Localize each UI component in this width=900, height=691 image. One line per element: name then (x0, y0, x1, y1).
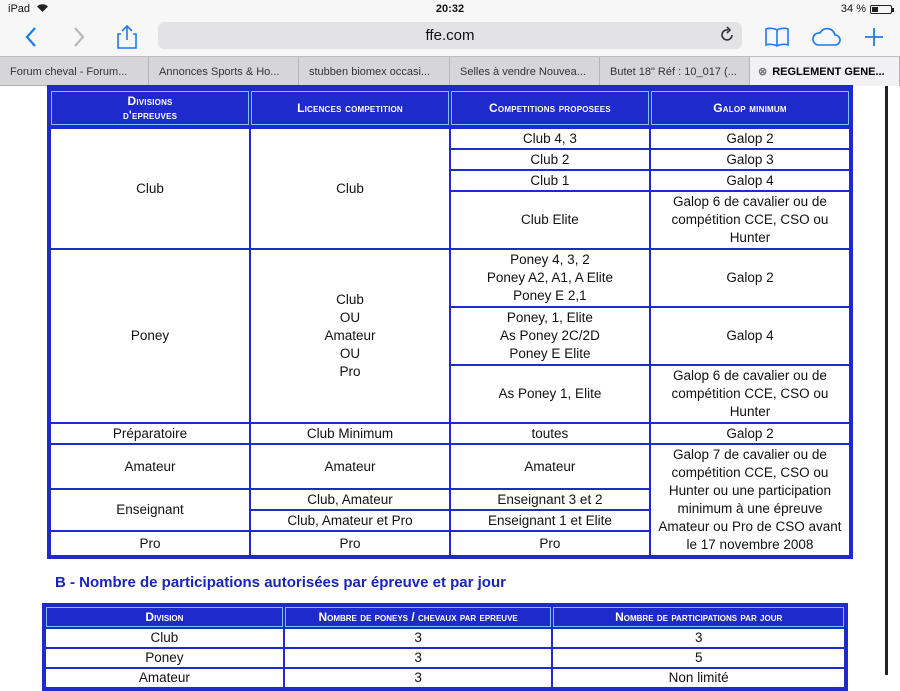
header-line: d'epreuves (122, 108, 178, 122)
chevaux-cell: 3 (285, 649, 552, 667)
division-cell: Poney (46, 649, 283, 667)
header-division: Division (46, 607, 283, 627)
status-bar (0, 0, 900, 18)
competition-cell: Club 2 (451, 150, 649, 169)
chevron-right-icon (72, 26, 86, 48)
division-cell: Amateur (46, 669, 283, 687)
galop-cell: Galop 6 de cavalier ou de compétition CCE, CSO ou Hunter (651, 192, 849, 248)
participations-cell: 5 (553, 649, 844, 667)
licence-pro: Pro (251, 532, 449, 555)
competition-cell: toutes (451, 424, 649, 443)
battery-icon (870, 5, 892, 14)
table-row (46, 649, 844, 667)
status-left (8, 3, 49, 16)
back-button[interactable] (14, 18, 48, 56)
galop-cell: Galop 6 de cavalier ou de compétition CCE, CSO ou Hunter (651, 366, 849, 422)
galop-cell: Galop 3 (651, 150, 849, 169)
status-right (841, 3, 892, 15)
icloud-tabs-button[interactable] (808, 18, 844, 56)
tab-label: REGLEMENT GENE... (772, 65, 885, 78)
header-licences: Licences competition (251, 89, 449, 127)
bookmarks-button[interactable] (760, 18, 794, 56)
tab-stubben[interactable] (299, 57, 450, 86)
tab-bar (0, 56, 900, 86)
participation-table (42, 603, 848, 691)
table-row (46, 669, 844, 687)
tab-forum-cheval[interactable] (0, 57, 149, 86)
division-preparatoire: Préparatoire (51, 424, 249, 443)
competition-cell: Club 4, 3 (451, 129, 649, 148)
licence-cell: Club, Amateur et Pro (251, 511, 449, 530)
battery-label: 34 % (840, 3, 866, 15)
competition-cell: Enseignant 3 et 2 (451, 490, 649, 509)
cloud-icon (811, 27, 841, 47)
chevaux-cell: 3 (285, 669, 552, 687)
wifi-icon (36, 3, 49, 16)
licence-cell: Club, Amateur (251, 490, 449, 509)
galop-cell: Galop 2 (651, 129, 849, 148)
galop-cell: Galop 4 (651, 171, 849, 190)
url-text: ffe.com (425, 27, 475, 44)
header-galop: Galop minimum (651, 89, 849, 127)
competition-table (47, 85, 853, 559)
chevron-left-icon (24, 26, 38, 48)
header-nombre-chevaux: Nombre de poneys / chevaux par epreuve (285, 607, 552, 627)
licence-poney: Club OU Amateur OU Pro (251, 250, 449, 422)
division-enseignant: Enseignant (51, 490, 249, 530)
header-competitions: Competitions proposees (451, 89, 649, 127)
tab-annonces[interactable] (149, 57, 299, 86)
galop-cell: Galop 2 (651, 424, 849, 443)
table-row (46, 629, 844, 647)
competition-cell: Poney 4, 3, 2 Poney A2, A1, A Elite Poney E 2,1 (451, 250, 649, 306)
competition-cell: Pro (451, 532, 649, 555)
header-line: Divisions (127, 94, 173, 108)
page-scrollbar[interactable] (885, 86, 888, 675)
competition-cell: As Poney 1, Elite (451, 366, 649, 422)
division-club: Club (51, 129, 249, 248)
tab-label: Forum cheval - Forum... (10, 65, 128, 78)
competition-cell: Club Elite (451, 192, 649, 248)
browser-toolbar (0, 18, 900, 56)
galop-cell-galop7: Galop 7 de cavalier ou de compétition CCE, CSO ou Hunter ou une participation minimum à une épreuve Amateur ou Pro de CSO avant le 17 novembre 2008 (651, 445, 849, 555)
licence-preparatoire: Club Minimum (251, 424, 449, 443)
competition-cell: Poney, 1, Elite As Poney 2C/2D Poney E Elite (451, 308, 649, 364)
address-bar[interactable] (158, 22, 742, 49)
plus-icon (864, 27, 884, 47)
header-divisions (51, 89, 249, 127)
competition-cell: Club 1 (451, 171, 649, 190)
tab-butet[interactable] (600, 57, 750, 86)
book-icon (765, 27, 789, 47)
competition-cell: Enseignant 1 et Elite (451, 511, 649, 530)
device-name: iPad (8, 3, 31, 15)
reload-icon[interactable] (720, 26, 734, 46)
division-amateur: Amateur (51, 445, 249, 488)
tab-label: stubben biomex occasi... (309, 65, 431, 78)
section-b-title: B - Nombre de participations autorisées par épreuve et par jour (55, 574, 506, 591)
tab-selles[interactable] (450, 57, 600, 86)
participations-cell: 3 (553, 629, 844, 647)
tab-label: Annonces Sports & Ho... (159, 65, 280, 78)
participations-cell: Non limité (553, 669, 844, 687)
division-cell: Club (46, 629, 283, 647)
licence-club: Club (251, 129, 449, 248)
chevaux-cell: 3 (285, 629, 552, 647)
division-poney: Poney (51, 250, 249, 422)
licence-amateur: Amateur (251, 445, 449, 488)
forward-button[interactable] (62, 18, 96, 56)
tab-label: Butet 18" Réf : 10_017 (... (610, 65, 737, 78)
share-button[interactable] (110, 18, 144, 56)
competition-cell: Amateur (451, 445, 649, 488)
tab-label: Selles à vendre Nouvea... (460, 65, 586, 78)
galop-cell: Galop 2 (651, 250, 849, 306)
galop-cell: Galop 4 (651, 308, 849, 364)
header-nombre-participations: Nombre de participations par jour (553, 607, 844, 627)
page-content (0, 86, 900, 685)
close-tab-icon[interactable]: ⊗ (758, 66, 768, 78)
division-pro: Pro (51, 532, 249, 555)
tab-reglement[interactable] (750, 57, 900, 86)
share-icon (117, 25, 137, 49)
status-time: 20:32 (435, 3, 465, 15)
new-tab-button[interactable] (858, 18, 890, 56)
